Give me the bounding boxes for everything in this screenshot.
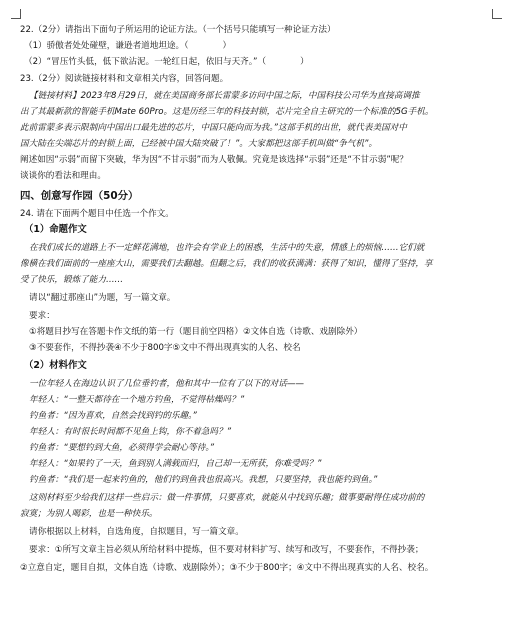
dialogue-line: 年轻人：“如果钓了一天，鱼到别人满载而归，自己却一无所获，你难受吗？” [29,459,322,469]
q23-link-line: 国大陆在尖端芯片的封锁上面，已经被中国大陆突破了！”。大家都把这部手机叫做“争气机”。 [20,139,378,149]
dialogue-line: 年轻人：“一整天都待在一个地方钓鱼，不觉得枯燥吗？” [29,395,245,405]
q23-link-line: 此前雷蒙多表示限制向中国出口最先进的芯片，中国只能向而为我。”这部手机的出世，就代表美国对中 [20,123,407,133]
p2-requirement: 要求：①所写文章主旨必须从所给材料中提炼，但不要对材料扩写、续写和改写，不要套作，不得抄袭； [29,545,424,555]
q23-question-line: 阐述如因“示弱”而留下突破，华为因“不甘示弱”而为人敬佩。究竟是该选择“示弱”还是“不甘示弱”呢？ [20,155,408,165]
p1-body-line: 像横在我们面前的一座座大山，需要我们去翻越。但翻之后，我们的收获满满：获得了知识，懂得了坚持，享 [20,259,433,269]
dialogue-line: 钓鱼者：“因为喜欢，自然会找到钓的乐趣。” [29,411,197,421]
p2-title: （2）材料作文 [24,360,87,371]
p1-requirements-label: 要求： [29,311,55,321]
q22-stem: 22.（2分）请指出下面句子所运用的论证方法。（一个括号只能填写一种论证方法） [20,25,336,35]
p2-prompt: 请你根据以上材料，自选角度，自拟题目，写一篇文章。 [29,527,244,537]
crop-mark-top-right [492,9,502,19]
dialogue-line: 年轻人：有时很长时间都不见鱼上钩，你不着急吗？” [29,427,232,437]
q22-sentence-2: （2）“冒压竹头低，低下欲沾泥。一轮红日起，依旧与天齐。”（ ） [24,57,309,67]
p2-requirement: ②立意自定，题目自拟，文体自选（诗歌、戏剧除外）；③不少于800字；④文中不得出现真实的人名、校名。 [20,563,434,573]
p2-summary-line: 这则材料至少给我们这样一些启示：做一件事情，只要喜欢，就能从中找到乐趣；做事要耐得住成功前的 [29,493,425,503]
dialogue-line: 钓鱼者：“要想钓到大鱼，必须得学会耐心等待。” [29,443,215,453]
p1-requirement: ①将题目抄写在答题卡作文纸的第一行（题目前空四格）②文体自选（诗歌、戏剧除外） [29,327,363,337]
q23-link-line: 出了其最新款的智能手机Mate 60Pro。这是历经三年的科技封锁，芯片完全自主研究的一个标准的5G手机。 [20,107,434,117]
p1-prompt: 请以“翻过那座山”为题，写一篇文章。 [29,293,176,303]
p1-body-line: 受了快乐，锻炼了能力…… [20,275,124,285]
p1-title: （1）命题作文 [24,224,87,235]
p2-summary-line: 寂寞；为别人喝彩，也是一种快乐。 [20,509,158,519]
section-4-title: 四、创意写作园（50分） [20,190,139,202]
q23-question-line: 谈谈你的看法和理由。 [20,171,106,181]
p1-requirement: ③不要套作，不得抄袭④不少于800字⑤文中不得出现真实的人名、校名 [29,343,301,353]
crop-mark-top-left [11,9,21,19]
q23-stem: 23.（2分）阅读链接材料和文章相关内容，回答问题。 [20,74,229,84]
p2-intro: 一位年轻人在海边认识了几位垂钓者，他和其中一位有了以下的对话—— [29,379,305,389]
p1-body-line: 在我们成长的道路上不一定鲜花满地，也许会有学业上的困惑，生活中的失意，情感上的烦恼……它们就 [29,243,425,253]
dialogue-line: 钓鱼者：“我们是一起来钓鱼的，他们钓到鱼我也很高兴。我想，只要坚持，我也能钓到鱼。” [29,475,378,485]
q24-stem: 24. 请在下面两个题目中任选一个作文。 [20,209,174,219]
q23-link-line: 【链接材料】2023年8月29日，就在美国商务部长雷蒙多访问中国之际，中国科技公司华为直接高调推 [29,91,420,101]
q22-sentence-1: （1）骄傲者处处碰壁，谦逊者道地坦途。（ ） [24,41,232,51]
